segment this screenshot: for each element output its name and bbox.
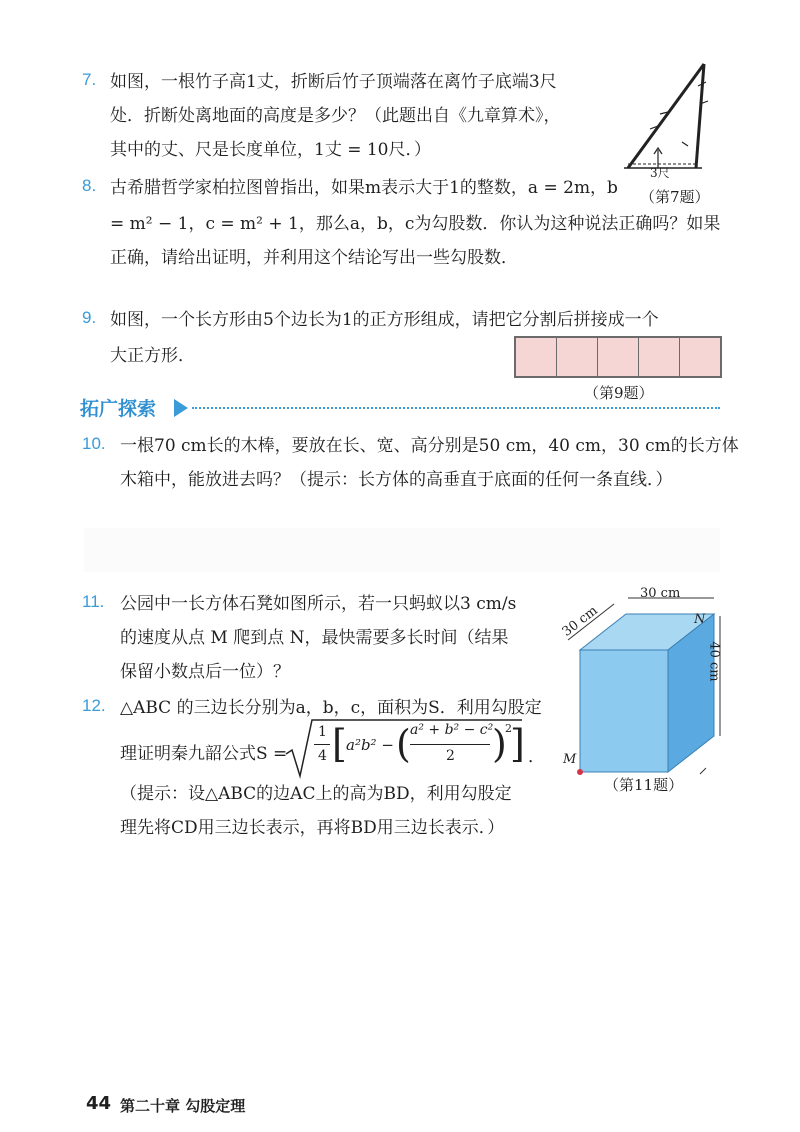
bamboo-broken-top bbox=[628, 64, 704, 168]
figure-7-distance-label: 3尺 bbox=[650, 166, 670, 180]
problem-12-line-1: △ABC 的三边长分别为a，b，c，面积为S．利用勾股定 bbox=[120, 698, 542, 718]
cuboid-front-face bbox=[580, 650, 668, 772]
unit-square bbox=[639, 338, 680, 376]
problem-10-number: 10. bbox=[82, 434, 106, 453]
section-title: 拓广探索 bbox=[80, 398, 157, 420]
problem-9-number: 9. bbox=[82, 308, 97, 327]
five-squares-rectangle bbox=[514, 336, 722, 378]
unit-square bbox=[557, 338, 598, 376]
problem-8-line-3: 正确，请给出证明，并利用这个结论写出一些勾股数． bbox=[110, 248, 518, 268]
problem-12-line-4: 理先将CD用三边长表示，再将BD用三边长表示．） bbox=[120, 818, 505, 838]
problem-7-line-3: 其中的丈、尺是长度单位，1丈 = 10尺．） bbox=[110, 140, 431, 160]
formula-quarter-denominator: 4 bbox=[318, 748, 327, 764]
problem-12-number: 12. bbox=[82, 696, 106, 715]
formula-end-period: ． bbox=[528, 747, 545, 767]
formula-left-paren: ( bbox=[396, 722, 411, 766]
point-m-label: M bbox=[563, 752, 577, 767]
problem-8-line-2: = m² − 1，c = m² + 1，那么a，b，c为勾股数．你认为这种说法正确吗？如果 bbox=[110, 214, 721, 234]
bamboo-upright bbox=[696, 64, 704, 168]
figure-11-height-dimension: 40 cm bbox=[706, 641, 722, 682]
problem-11-line-1: 公园中一长方体石凳如图所示，若一只蚂蚁以3 cm/s bbox=[120, 594, 517, 614]
formula-a2b2-term: a²b² − bbox=[346, 736, 394, 754]
point-m-marker bbox=[577, 769, 583, 775]
unit-square bbox=[680, 338, 720, 376]
problem-8-line-1: 古希腊哲学家柏拉图曾指出，如果m表示大于1的整数，a = 2m，b bbox=[110, 178, 618, 198]
problem-7-line-2: 处．折断处离地面的高度是多少？（此题出自《九章算术》， bbox=[110, 106, 561, 126]
problem-11-line-2: 的速度从点 M 爬到点 N，最快需要多长时间（结果 bbox=[120, 628, 509, 648]
formula-right-paren: ) bbox=[492, 722, 507, 766]
problem-8-number: 8. bbox=[82, 176, 97, 195]
formula-left-bracket: [ bbox=[332, 722, 347, 766]
problem-11-number: 11. bbox=[82, 592, 105, 611]
formula-square-exponent: 2 bbox=[505, 722, 512, 735]
problem-9-line-2: 大正方形． bbox=[110, 346, 195, 366]
formula-right-bracket: ] bbox=[510, 722, 525, 766]
section-divider bbox=[192, 407, 720, 409]
problem-9-line-1: 如图，一个长方形由5个边长为1的正方形组成，请把它分割后拼接成一个 bbox=[110, 310, 659, 330]
blank-answer-space bbox=[84, 528, 720, 572]
figure-11-caption: （第11题） bbox=[604, 776, 684, 794]
formula-fraction-bar bbox=[410, 744, 490, 745]
formula-quarter-bar bbox=[314, 744, 330, 745]
problem-10-line-1: 一根70 cm长的木棒，要放在长、宽、高分别是50 cm，40 cm，30 cm的长方体 bbox=[120, 436, 739, 456]
formula-fraction-denominator: 2 bbox=[446, 748, 455, 764]
problem-12-line-3: （提示：设△ABC的边AC上的高为BD，利用勾股定 bbox=[120, 784, 512, 804]
section-arrow-icon bbox=[174, 399, 188, 417]
problem-7-number: 7. bbox=[82, 70, 97, 89]
problem-11-line-3: 保留小数点后一位）？ bbox=[120, 662, 290, 682]
chapter-title: 第二十章 勾股定理 bbox=[120, 1097, 246, 1115]
bamboo-figure bbox=[618, 56, 722, 186]
problem-7-line-1: 如图，一根竹子高1丈，折断后竹子顶端落在离竹子底端3尺 bbox=[110, 72, 557, 92]
point-n-label: N bbox=[694, 612, 706, 627]
figure-9-caption: （第9题） bbox=[584, 384, 654, 402]
unit-square bbox=[516, 338, 557, 376]
formula-quarter-numerator: 1 bbox=[318, 724, 327, 740]
unit-square bbox=[598, 338, 639, 376]
problem-10-line-2: 木箱中，能放进去吗？（提示：长方体的高垂直于底面的任何一条直线．） bbox=[120, 470, 673, 490]
figure-7-caption: （第7题） bbox=[640, 188, 710, 206]
page-number: 44 bbox=[86, 1093, 112, 1114]
figure-11-top-dimension: 30 cm bbox=[640, 586, 681, 601]
problem-12-line-2: 理证明秦九韶公式S = bbox=[120, 744, 288, 764]
formula-fraction-numerator: a² + b² − c² bbox=[410, 722, 494, 738]
figure-11-depth-dimension: 30 cm bbox=[559, 603, 601, 640]
